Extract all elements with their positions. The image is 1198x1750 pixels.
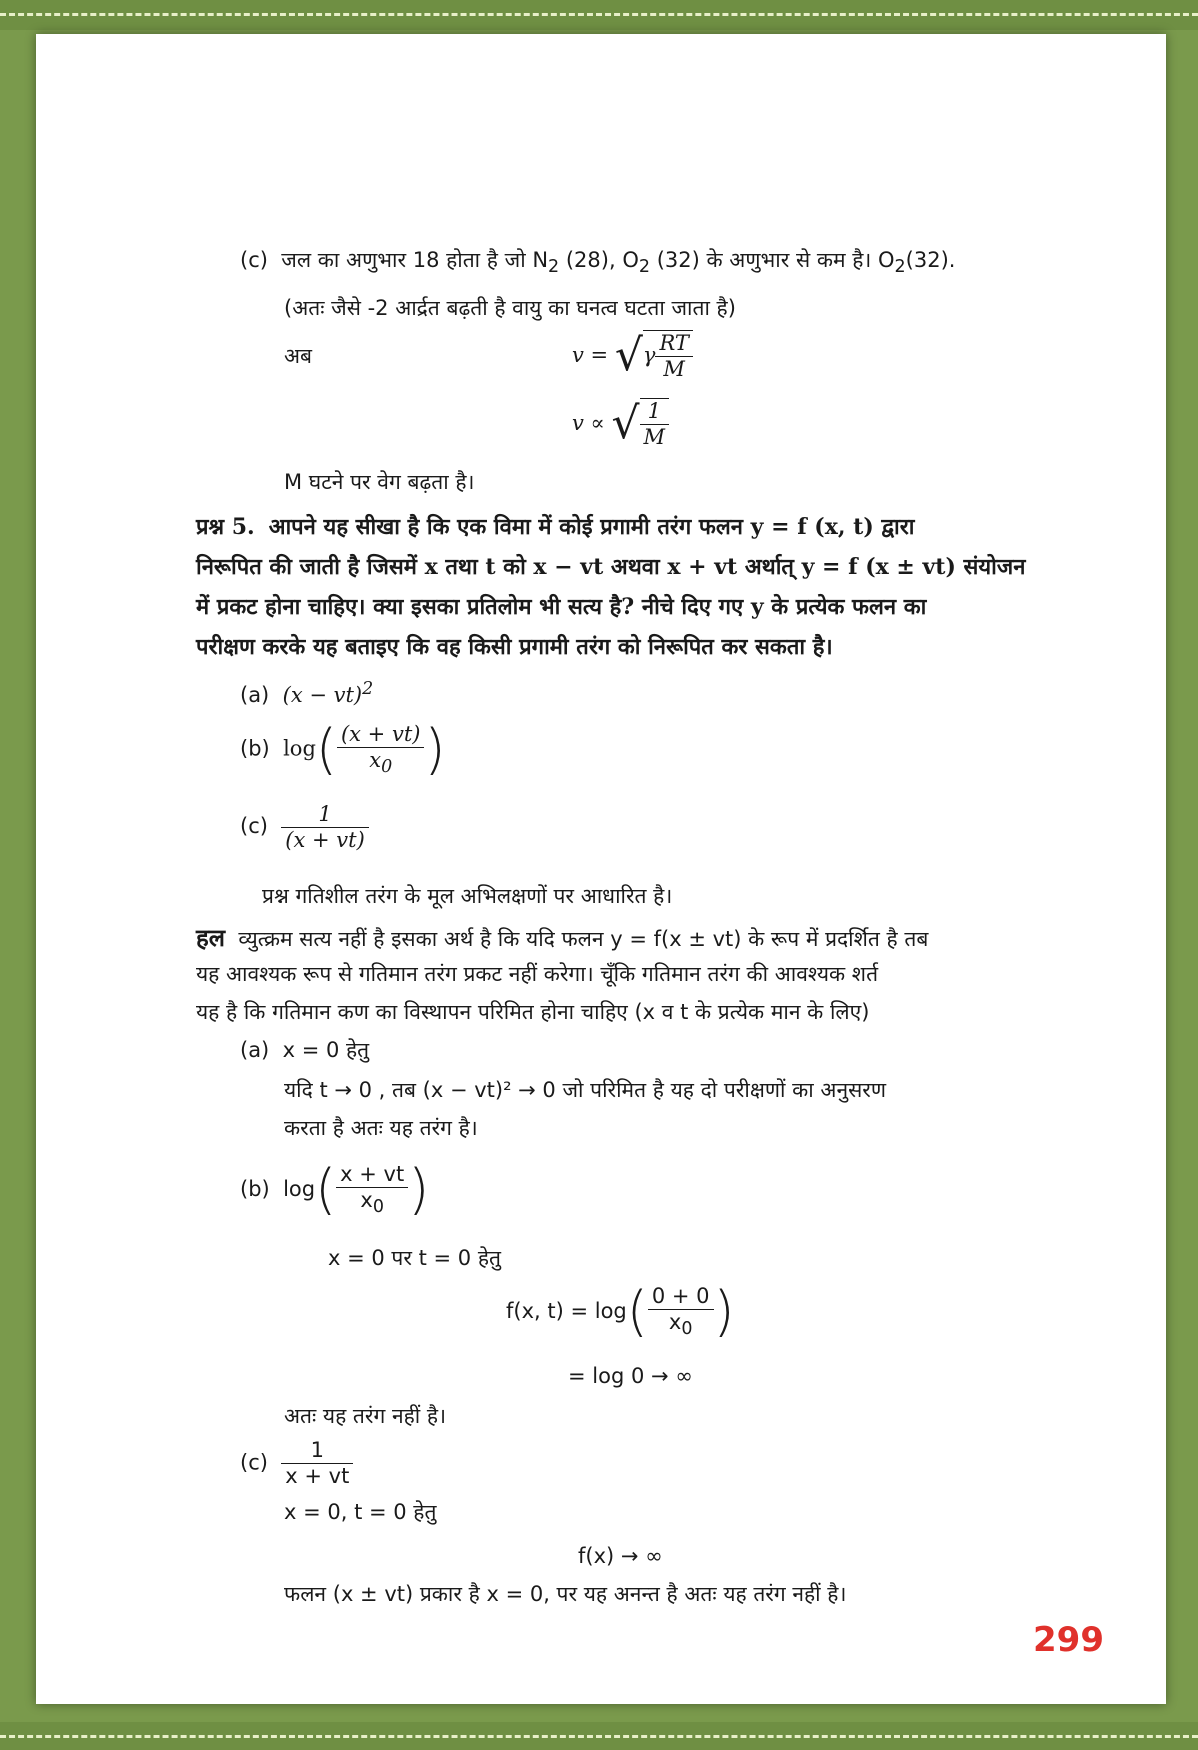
prev-c-conclusion: M घटने पर वेग बढ़ता है। (284, 470, 475, 494)
solution-a-line2: करता है अतः यह तरंग है। (284, 1116, 478, 1140)
question-line3: में प्रकट होना चाहिए। क्या इसका प्रतिलोम भी सत्य है? नीचे दिए गए y के प्रत्येक फलन का (196, 594, 927, 620)
question-option-c: (c) $\frac{1}{(x + vt)}$ (240, 802, 369, 853)
prev-c-line2: (अतः जैसे -2 आर्द्रत बढ़ती है वायु का घनत्व घटता जाता है) (284, 296, 736, 320)
solution-c-conclusion: फलन (x ± vt) प्रकार है x = 0, पर यह अनन्त है अतः यह तरंग नहीं है। (284, 1582, 847, 1606)
solution-label: हल (196, 924, 226, 952)
prev-c-ab: अब (284, 344, 313, 368)
equation-proportional: v ∝ √ $\frac{1}{M}$ (572, 398, 669, 451)
question-note: प्रश्न गतिशील तरंग के मूल अभिलक्षणों पर आधारित है। (262, 884, 673, 908)
solution-line3: यह है कि गतिमान कण का विस्थापन परिमित होना चाहिए (x व t के प्रत्येक मान के लिए) (196, 1000, 870, 1024)
question-line2: निरूपित की जाती है जिसमें x तथा t को x − vt अथवा x + vt अर्थात् y = f (x ± vt) संयोजन (196, 554, 1026, 580)
top-dashed-line (0, 13, 1198, 16)
solution-c-condition: x = 0, t = 0 हेतु (284, 1500, 437, 1524)
solution-b-equation: f(x, t) = log( $\frac{0 + 0}{x_0}$ ) (506, 1279, 735, 1343)
prev-c-line1: (c) जल का अणुभार 18 होता है जो $N_2$ (28), $O_2$ (32) के अणुभार से कम है। $O_2(32)$. (240, 248, 956, 278)
solution-b-conclusion: अतः यह तरंग नहीं है। (284, 1404, 447, 1428)
question-option-b: (b) log( $\frac{(x + vt)}{x_0}$ ) (240, 717, 446, 781)
solution-b-head: (b) log( $\frac{x + vt}{x_0}$ ) (240, 1157, 430, 1221)
solution-b-condition: x = 0 पर t = 0 हेतु (328, 1246, 501, 1270)
question-line1: प्रश्न 5. आपने यह सीखा है कि एक विमा में कोई प्रगामी तरंग फलन y = f (x, t) द्वारा (196, 514, 915, 540)
solution-c-equation: f(x) → ∞ (578, 1544, 663, 1568)
question-label: प्रश्न 5. (196, 514, 255, 540)
bottom-dashed-line (0, 1735, 1198, 1738)
book-page (36, 34, 1166, 1704)
solution-a-line1: यदि t → 0 , तब (x − vt)² → 0 जो परिमित है यह दो परीक्षणों का अनुसरण (284, 1078, 887, 1102)
solution-line1: हल व्युत्क्रम सत्य नहीं है इसका अर्थ है कि यदि फलन y = f(x ± vt) के रूप में प्रदर्शित है तब (196, 924, 929, 952)
question-option-a: (a) (x − vt)$^2$ (240, 679, 374, 707)
question-line4: परीक्षण करके यह बताइए कि वह किसी प्रगामी तरंग को निरूपित कर सकता है। (196, 634, 833, 660)
solution-a-head: (a) x = 0 हेतु (240, 1038, 370, 1062)
solution-c-head: (c) $\frac{1}{x + vt}$ (240, 1438, 353, 1489)
page-number: 299 (1033, 1620, 1104, 1660)
solution-b-equation2: = log 0 → ∞ (568, 1364, 693, 1388)
solution-line2: यह आवश्यक रूप से गतिमान तरंग प्रकट नहीं करेगा। चूँकि गतिमान तरंग की आवश्यक शर्त (196, 962, 879, 986)
equation-velocity: v = √γ $\frac{RT}{M}$ (572, 330, 693, 383)
